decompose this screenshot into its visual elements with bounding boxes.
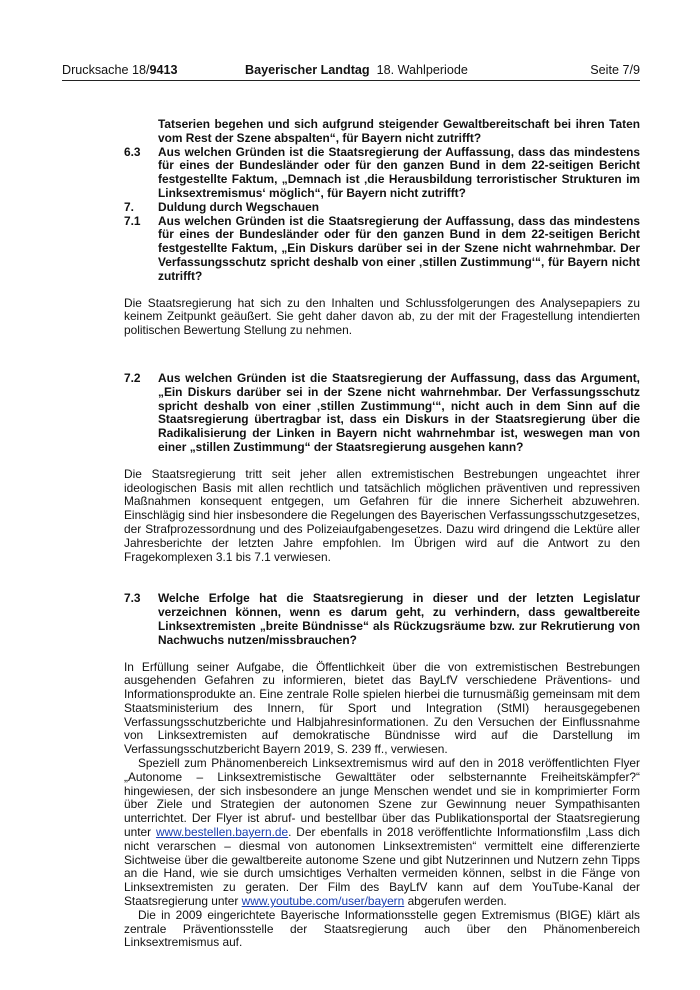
question-number: 7.2 xyxy=(124,370,141,385)
question-7-1 xyxy=(124,215,640,284)
question-6-3 xyxy=(124,146,640,201)
question-6-2-continuation: Tatserien begehen und sich aufgrund steigender Gewaltbereitschaft bei ihren Taten vom Rest der Szene abspalten“, für Bayern nicht zutrifft? xyxy=(158,117,640,145)
answer-paragraph: In Erfüllung seiner Aufgabe, die Öffentlichkeit über die von extremistischen Bestrebungen ausgehenden Gefahren zu informieren, bietet das BayLfV verschiedene Präventions- und Informationsprodukte an. Eine zentrale Rolle spielen hierbei die turnusmäßig gemeinsam mit dem Staatsministerium des Innern, für Sport und Integration (StMI) herausgegebenen Verfassungsschutzberichte und Halbjahresinformationen. Zu den Versuchen der Einflussnahme von Linksextremisten auf demokratische Bündnisse wird auf die Darstellung im Verfassungsschutzbericht Bayern 2019, S. 239 ff., verwiesen. xyxy=(124,659,640,757)
question-number: 7.3 xyxy=(124,591,141,606)
document-body xyxy=(124,118,640,950)
question-number: 7.1 xyxy=(124,213,141,228)
section-number: 7. xyxy=(124,199,134,214)
answer-7-2: Die Staatsregierung tritt seit jeher allen extremistischen Bestrebungen ungeachtet ihrer ideologischen Basis mit allen rechtlich und tatsächlich möglichen präventiven und repressiven Maßnahmen konsequent entgegen, um Gefahren für die innere Sicherheit abzuwehren. Einschlägig sind hier insbesondere die Regelungen des Bayerischen Verfassungsschutzgesetzes, der Strafprozessordnung und des Polizeiaufgabengesetzes. Dazu wird dringend die Lektüre aller Jahresberichte der letzten Jahre empfohlen. Im Übrigen wird auf die Antwort zu den Fragekomplexen 3.1 bis 7.1 verwiesen. xyxy=(124,466,640,564)
section-title: Duldung durch Wegschauen xyxy=(158,199,319,214)
question-text: Welche Erfolge hat die Staatsregierung in dieser und der letzten Legislatur verzeichnen können, wenn es darum geht, zu verhindern, dass gewaltbereite Linksextremisten „breite Bündnisse“ als Rückzugsräume bzw. zur Rekrutierung von Nachwuchs nutzen/missbrauchen? xyxy=(158,591,640,647)
question-7-3 xyxy=(124,592,640,647)
question-number: 6.3 xyxy=(124,144,141,159)
document-number: Drucksache 18/9413 xyxy=(62,63,178,77)
question-text: Aus welchen Gründen ist die Staatsregierung der Auffassung, dass das Argument, „Ein Diskurs darüber sei in der Szene nicht wahrnehmbar. Der Verfassungsschutz spricht deshalb von einer ‚stillen Zustimmung‘“, nicht auch in dem Sinn auf die Staatsregierung übertragbar ist, dass ein Diskurs in der Staatsregierung über die Radikalisierung der Linken in Bayern nicht wahrnehmbar ist, weswegen man von einer „stillen Zustimmung“ der Staatsregierung ausgehen kann? xyxy=(158,370,640,454)
page-header xyxy=(62,60,640,81)
page-number: Seite 7/9 xyxy=(590,63,640,77)
answer-7-1: Die Staatsregierung hat sich zu den Inhalten und Schlussfolgerungen des Analysepapiers zu keinem Zeitpunkt geäußert. Sie geht daher davon ab, zu der mit der Fragestellung intendierten politischen Bewertung Stellung zu nehmen. xyxy=(124,295,640,338)
question-text: Aus welchen Gründen ist die Staatsregierung der Auffassung, dass das mindestens für eines der Bundesländer oder für den ganzen Bund in dem 22-seitigen Bericht festgestellte Faktum, „Ein Diskurs darüber sei in der Szene nicht wahrnehmbar. Der Verfassungsschutz spricht deshalb von einer ‚stillen Zustimmung‘“, für Bayern nicht zutrifft? xyxy=(158,213,640,283)
question-7-2 xyxy=(124,372,640,455)
youtube-link[interactable]: www.youtube.com/user/bayern xyxy=(241,894,405,909)
header-institution: Bayerischer Landtag 18. Wahlperiode xyxy=(245,63,468,77)
section-7-heading xyxy=(124,201,640,215)
answer-paragraph: Die in 2009 eingerichtete Bayerische Informationsstelle gegen Extremismus (BIGE) klärt als zentrale Präventionsstelle der Staatsregierung auch über den Phänomenbereich Linksextremismus auf. xyxy=(124,907,640,950)
bestellen-link[interactable]: www.bestellen.bayern.de xyxy=(155,825,289,840)
answer-paragraph: Speziell zum Phänomenbereich Linksextremismus wird auf den in 2018 veröffentlichten Flyer „Autonome – Linksextremistische Gewalttäter oder selbsternannte Freiheitskämpfer?“ hingewiesen, der sich insbesondere an junge Menschen wendet und sie in komprimierter Form über Ziele und Strategien der autonomen Szene zur Gewinnung neuer Sympathisanten unterrichtet. Der Flyer ist abruf- und bestellbar über das Publikationsportal der Staatsregierung unter www.bestellen.bayern.de. Der ebenfalls in 2018 veröffentlichte Informationsfilm ‚Lass dich nicht verarschen – diesmal von autonomen Linksextremisten“ vermittelt eine differenzierte Sichtweise über die gewaltbereite autonome Szene und gibt Nutzerinnen und Nutzern zehn Tipps an die Hand, wie sie durch umsichtiges Verhalten vermeiden können, selbst in die Fänge von Linksextremisten zu geraten. Der Film des BayLfV kann auf dem YouTube-Kanal der Staatsregierung unter www.youtube.com/user/bayern abgerufen werden. xyxy=(124,756,641,909)
answer-7-3 xyxy=(124,661,640,951)
question-text: Aus welchen Gründen ist die Staatsregierung der Auffassung, dass das mindestens für eines der Bundesländer oder für den ganzen Bund in dem 22-seitigen Bericht festgestellte Faktum, „Demnach ist ‚die Herausbildung terroristischer Strukturen im Linksextremismus‘ möglich“, für Bayern nicht zutrifft? xyxy=(158,144,640,200)
